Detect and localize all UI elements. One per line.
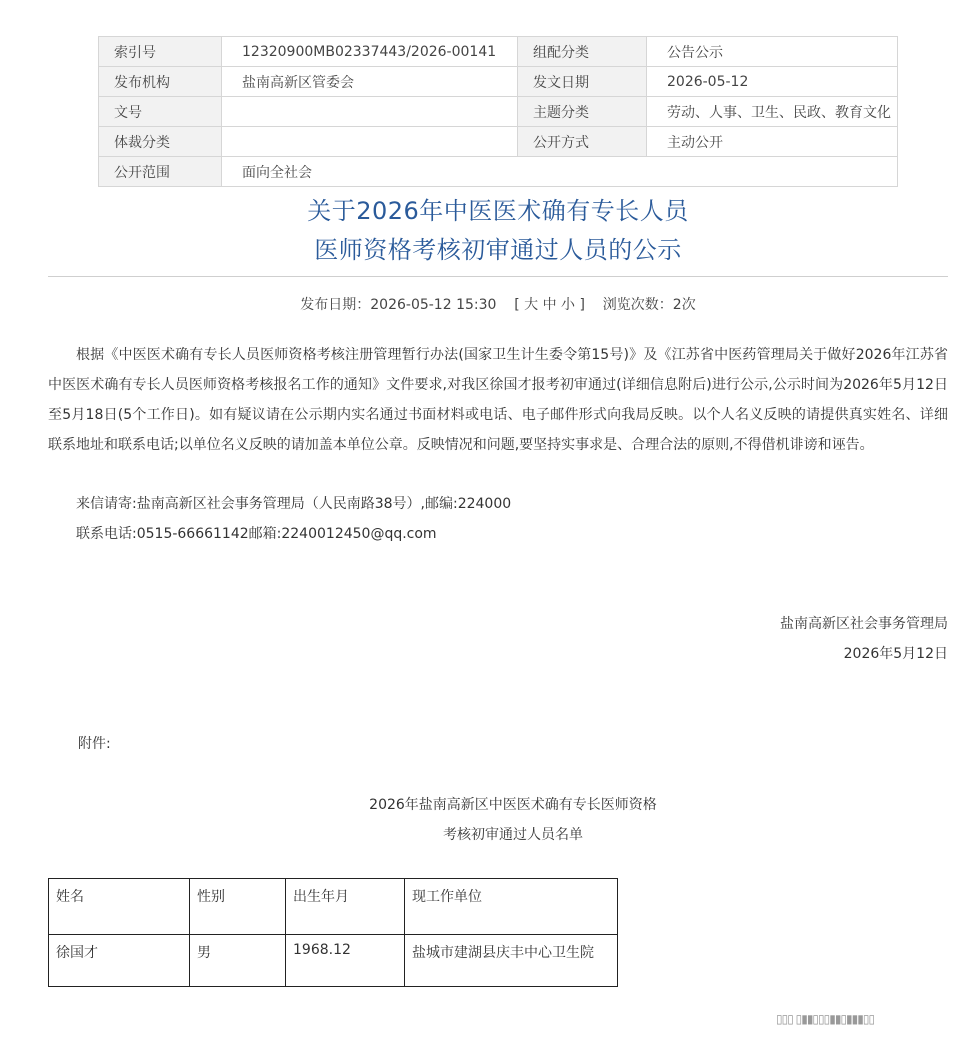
- meta-value: 面向全社会: [222, 157, 898, 187]
- column-header: 现工作单位: [405, 879, 618, 935]
- article-info-bar: [0, 294, 972, 314]
- title-divider: [48, 276, 948, 277]
- meta-label: 索引号: [99, 37, 222, 67]
- meta-value: 2026-05-12: [647, 67, 898, 97]
- meta-label: 组配分类: [518, 37, 647, 67]
- signature-date: 2026年5月12日: [843, 646, 948, 662]
- watermark: ▯▯▯ ▯▮▮▯▯▯▮▮▯▮▮▮▯▯: [776, 1012, 875, 1026]
- metadata-row: [99, 67, 898, 97]
- meta-value: 劳动、人事、卫生、民政、教育文化: [647, 97, 898, 127]
- mailing-address: 来信请寄:盐南高新区社会事务管理局（人民南路38号）,邮编:224000: [76, 496, 512, 512]
- meta-label: 发布机构: [99, 67, 222, 97]
- table-cell: 徐国才: [49, 935, 190, 987]
- table-row: [49, 935, 618, 987]
- table-cell: 男: [190, 935, 286, 987]
- contact-info: 联系电话:0515-66661142邮箱:2240012450@qq.com: [76, 526, 437, 542]
- attachment-label: 附件:: [78, 736, 111, 752]
- signature-organization: 盐南高新区社会事务管理局: [780, 616, 948, 632]
- meta-value: 12320900MB02337443/2026-00141: [222, 37, 518, 67]
- publish-date: 发布日期：2026-05-12 15:30: [300, 297, 497, 313]
- meta-label: 文号: [99, 97, 222, 127]
- font-size-switcher[interactable]: [ 大 中 小 ]: [514, 297, 585, 313]
- meta-label: 主题分类: [518, 97, 647, 127]
- column-header: 性别: [190, 879, 286, 935]
- metadata-row: [99, 157, 898, 187]
- meta-label: 体裁分类: [99, 127, 222, 157]
- meta-value: [222, 127, 518, 157]
- meta-value: 盐南高新区管委会: [222, 67, 518, 97]
- list-title-line-1: 2026年盐南高新区中医医术确有专长医师资格: [369, 797, 657, 813]
- meta-label: 公开范围: [99, 157, 222, 187]
- list-title-line-2: 考核初审通过人员名单: [443, 827, 583, 843]
- table-cell: 盐城市建湖县庆丰中心卫生院: [405, 935, 618, 987]
- table-header-row: [49, 879, 618, 935]
- column-header: 姓名: [49, 879, 190, 935]
- body-paragraph: 根据《中医医术确有专长人员医师资格考核注册管理暂行办法(国家卫生计生委令第15号)》及《江苏省中医药管理局关于做好2026年江苏省中医医术确有专长人员医师资格考核报名工作的通知》文件要求,对我区徐国才报考初审通过(详细信息附后)进行公示,公示时间为2026年5月12日至5月18日(5个工作日)。如有疑议请在公示期内实名通过书面材料或电话、电子邮件形式向我局反映。以个人名义反映的请提供真实姓名、详细联系地址和联系电话;以单位名义反映的请加盖本单位公章。反映情况和问题,要坚持实事求是、合理合法的原则,不得借机诽谤和诬告。: [48, 347, 948, 453]
- metadata-row: [99, 97, 898, 127]
- table-cell: 1968.12: [286, 935, 405, 987]
- meta-value: [222, 97, 518, 127]
- meta-value: 公告公示: [647, 37, 898, 67]
- meta-label: 发文日期: [518, 67, 647, 97]
- metadata-row: [99, 127, 898, 157]
- column-header: 出生年月: [286, 879, 405, 935]
- view-count: 浏览次数：2次: [602, 297, 696, 313]
- page-title-line-2: 医师资格考核初审通过人员的公示: [314, 236, 682, 264]
- applicant-table: [48, 878, 618, 987]
- metadata-table: [98, 36, 898, 187]
- metadata-row: [99, 37, 898, 67]
- page-title-line-1: 关于2026年中医医术确有专长人员: [307, 197, 689, 225]
- meta-label: 公开方式: [518, 127, 647, 157]
- meta-value: 主动公开: [647, 127, 898, 157]
